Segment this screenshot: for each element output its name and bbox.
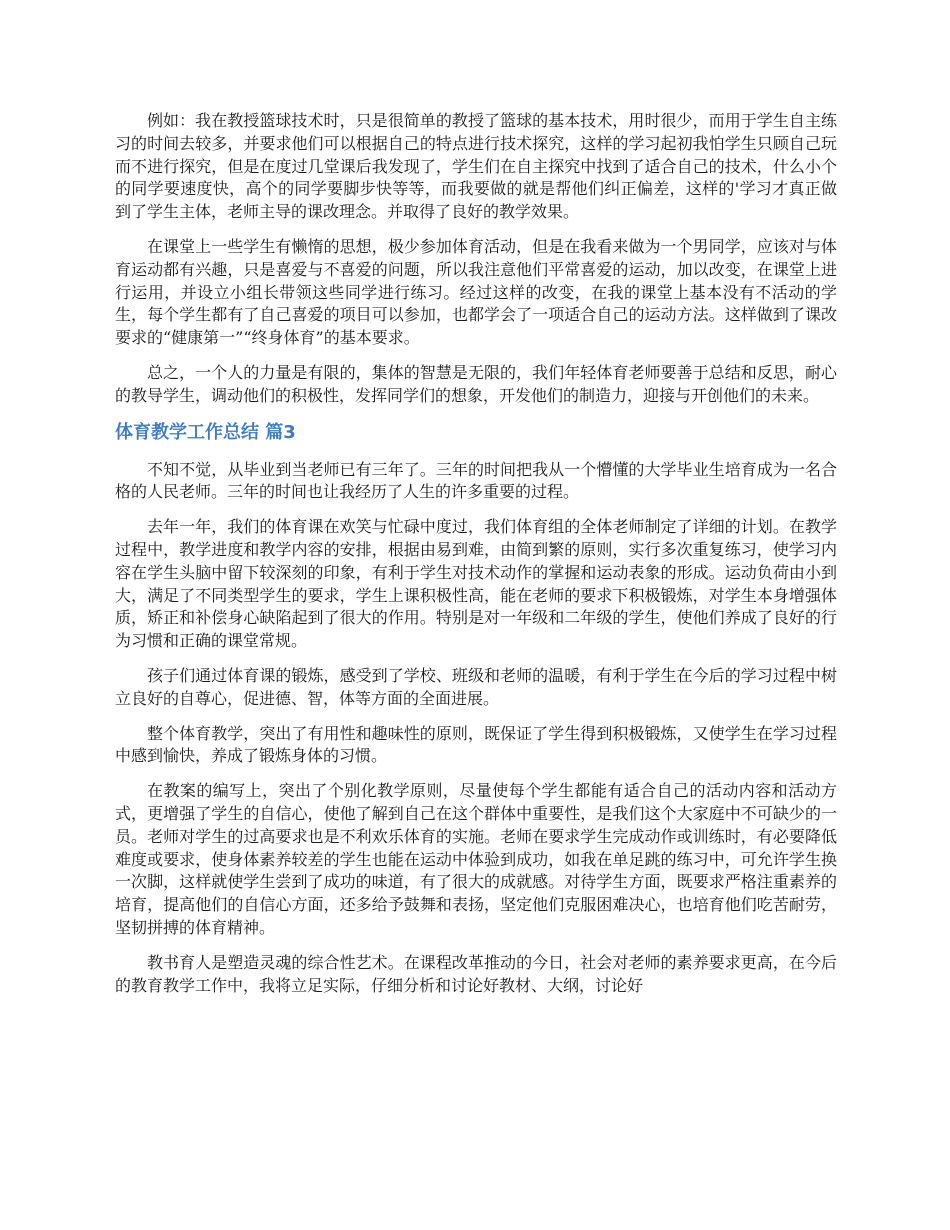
document-page bbox=[115, 110, 837, 1009]
paragraph-three-years: 不知不觉，从毕业到当老师已有三年了。三年的时间把我从一个懵懂的大学毕业生培育成为一名合格的人民老师。三年的时间也让我经历了人生的许多重要的过程。 bbox=[115, 459, 837, 502]
section-heading: 体育教学工作总结 篇3 bbox=[115, 421, 296, 443]
paragraph-last-year: 去年一年，我们的体育课在欢笑与忙碌中度过，我们体育组的全体老师制定了详细的计划。在教学过程中，教学进度和教学内容的安排，根据由易到难，由简到繁的原则，实行多次重复练习，使学习内容在学生头脑中留下较深刻的印象，有利于学生对技术动作的掌握和运动表象的形成。运动负荷由小到大，满足了不同类型学生的要求，学生上课积极性高，能在老师的要求下积极锻炼，对学生本身增强体质，矫正和补偿身心缺陷起到了很大的作用。特别是对一年级和二年级的学生，使他们养成了良好的行为习惯和正确的课堂常规。 bbox=[115, 517, 837, 651]
paragraph-conclusion: 总之，一个人的力量是有限的，集体的智慧是无限的，我们年轻体育老师要善于总结和反思，耐心的教导学生，调动他们的积极性，发挥同学们的想象，开发他们的制造力，迎接与开创他们的未来。 bbox=[115, 362, 837, 405]
paragraph-lazy-students: 在课堂上一些学生有懒惰的思想，极少参加体育活动，但是在我看来做为一个男同学，应该对与体育运动都有兴趣，只是喜爱与不喜爱的问题，所以我注意他们平常喜爱的运动，加以改变，在课堂上进行运用，并设立小组长带领这些同学进行练习。经过这样的改变，在我的课堂上基本没有不活动的学生，每个学生都有了自己喜爱的项目可以参加，也都学会了一项适合自己的运动方法。这样做到了课改要求的“健康第一”“终身体育”的基本要求。 bbox=[115, 236, 837, 348]
paragraph-children-benefit: 孩子们通过体育课的锻炼，感受到了学校、班级和老师的温暖，有利于学生在今后的学习过程中树立良好的自尊心，促进德、智，体等方面的全面进展。 bbox=[115, 665, 837, 708]
paragraph-lesson-plans: 在教案的编写上，突出了个别化教学原则，尽量使每个学生都能有适合自己的活动内容和活动方式，更增强了学生的自信心，使他了解到自己在这个群体中重要性，是我们这个大家庭中不可缺少的一员。老师对学生的过高要求也是不利欢乐体育的实施。老师在要求学生完成动作或训练时，有必要降低难度或要求，使身体素养较差的学生也能在运动中体验到成功，如我在单足跳的练习中，可允许学生换一次脚，这样就使学生尝到了成功的味道，有了很大的成就感。对待学生方面，既要求严格注重素养的培育，提高他们的自信心方面，还多给予鼓舞和表扬，坚定他们克服困难决心，也培育他们吃苦耐劳，坚韧拼搏的体育精神。 bbox=[115, 781, 837, 937]
paragraph-basketball-example: 例如：我在教授篮球技术时，只是很简单的教授了篮球的基本技术，用时很少，而用于学生自主练习的时间去较多，并要求他们可以根据自己的特点进行技术探究，这样的学习起初我怕学生只顾自己玩而不进行探究，但是在度过几堂课后我发现了，学生们在自主探究中找到了适合自己的技术，什么小个的同学要速度快，高个的同学要脚步快等等，而我要做的就是帮他们纠正偏差，这样的'学习才真正做到了学生主体，老师主导的课改理念。并取得了良好的教学效果。 bbox=[115, 111, 837, 222]
paragraph-whole-teaching: 整个体育教学，突出了有用性和趣味性的原则，既保证了学生得到积极锻炼，又使学生在学习过程中感到愉快，养成了锻炼身体的习惯。 bbox=[115, 723, 837, 766]
paragraph-educating-people: 教书育人是塑造灵魂的综合性艺术。在课程改革推动的今日，社会对老师的素养要求更高，在今后的教育教学工作中，我将立足实际，仔细分析和讨论好教材、大纲，讨论好 bbox=[115, 952, 837, 995]
